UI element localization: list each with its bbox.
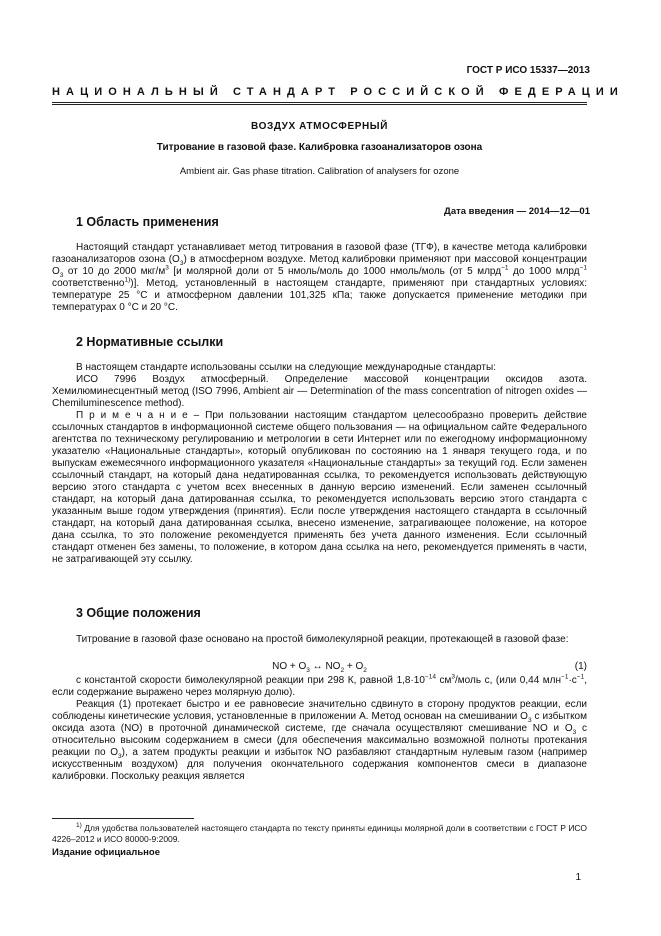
section-1-body [52,242,587,314]
footnote-text: $^{1)}$ Для удобства пользователей настоящего стандарта по тексту приняты единицы молярной доли в соответствии с ГОСТ Р ИСО 4226–2012 и ИСО 80000-9:2009. [52,822,587,844]
section-2-reference-iso7996: ИСО 7996 Воздух атмосферный. Определение массовой концентрации оксидов азота. Хемилюминесцентный метод (ISO 7996, Ambient air — Determination of the mass concentration of nitrogen oxides — Chemiluminescence method). [52,374,587,409]
equation-formula: NO + $O_3$ ↔ $NO_2 + O_2$ [272,661,367,674]
header-rule-bottom [52,104,587,105]
section-2-heading: 2 Нормативные ссылки [76,335,224,349]
document-subtitle: Титрование в газовой фазе. Калибровка газоанализаторов озона [156,142,483,153]
introduction-date: Дата введения — 2014—12—01 [444,206,590,217]
standard-code: ГОСТ Р ИСО 15337—2013 [466,65,590,76]
section-3-intro [52,634,587,646]
footnote-reference: 1) [124,276,131,284]
section-3-body [52,675,587,783]
section-2-note: П р и м е ч а н и е – При пользовании настоящим стандартом целесообразно проверить действие ссылочных стандартов в информационной системе общего пользования — на официальном сайте Федерального агентства по техническому регулированию и метрологии в сети Интернет или по ежегодному информационному указателю «Национальные стандарты», который опубликован по состоянию на 1 января текущего года, и по выпускам ежемесячного информационного указателя «Национальные стандарты» за текущий год. Если заменен ссылочный стандарт, на который дана недатированная ссылка, то рекомендуется использовать действующую версию этого стандарта с учетом всех внесенных в данную версию изменений. Если заменен ссылочный стандарт, на который дана датированная ссылка, то рекомендуется использовать версию этого стандарта с указанным выше годом утверждения (принятия). Если после утверждения настоящего стандарта в ссылочный стандарт, на который дана датированная ссылка, внесено изменение, затрагивающее положение, на которое дана ссылка, то это положение рекомендуется применять без учета данного изменения. Если ссылочный стандарт отменен без замены, то положение, в котором дана ссылка на него, рекомендуется применять в части, не затрагивающей эту ссылку. [52,410,587,565]
equation-number: (1) [574,661,587,672]
section-2-intro: В настоящем стандарте использованы ссылки на следующие международные стандарты: [76,362,496,373]
section-1-paragraph: Настоящий стандарт устанавливает метод титрования в газовой фазе (ТГФ), в качестве метода калибровки газоанализаторов озона $(O_3)$ в атмосферном воздухе. Метод калибровки применяют при массовой концентрации $O_3$ от 10 до 2000 мкг/$м^3$ [и молярной доли от 5 нмоль/моль до 1000 нмоль/моль (от 5 млрд$^{-1}$ до 1000 млрд$^{-1}$ соответственно$^{1)}$)]. Метод, установленный в настоящем стандарте, применяют при стандартных условиях: температуре 25 °С и атмосферном давлении 101,325 кПа; также допускается применение методики при температурах 0 °С и 20 °С. [52,242,587,313]
section-3-paragraph-1: Титрование в газовой фазе основано на простой бимолекулярной реакции, протекающей в газовой фазе: [76,634,569,645]
official-edition-label: Издание официальное [52,847,160,858]
footnote-rule [52,818,194,819]
english-title: Ambient air. Gas phase titration. Calibration of analysers for ozone [179,166,460,177]
section-3-paragraph-3: Реакция (1) протекает быстро и ее равновесие значительно сдвинуто в сторону продуктов реакции, если соблюдены кинетические условия, установленные в приложении А. Метод основан на смешивании $O_3$ с избытком оксида азота (NO) в проточной динамической системе, где сначала осуществляют смешивание NO и $O_3$ с относительно высоким содержанием в смеси (для обеспечения максимально возможной полноты протекания реакции по $O_3$), а затем продукты реакции и избыток NO разбавляют стандартным нулевым газом (например искусственным воздухом) для получения окончательного содержания компонентов смеси в диапазоне калибровки. Поскольку реакция является [52,699,588,782]
page-number: 1 [575,872,581,883]
section-2-body [52,362,587,566]
footnote-marker: 1) [76,822,82,830]
section-3-heading: 3 Общие положения [76,606,201,620]
note-label: П р и м е ч а н и е [76,410,188,421]
section-3-paragraph-2: с константой скорости бимолекулярной реакции при 298 К, равной $1,8\cdot 10^{-14}$ $см^3$/моль с, (или 0,44 $млн^{-1}\cdot с^{-1}$, если содержание выражено через молярную долю). [52,673,587,698]
section-1-heading: 1 Область применения [76,215,219,229]
header-rule-top [52,102,587,103]
national-standard-banner: НАЦИОНАЛЬНЫЙ СТАНДАРТ РОССИЙСКОЙ ФЕДЕРАЦИИ [52,86,624,98]
footnote [52,823,587,845]
document-title: ВОЗДУХ АТМОСФЕРНЫЙ [251,121,388,132]
